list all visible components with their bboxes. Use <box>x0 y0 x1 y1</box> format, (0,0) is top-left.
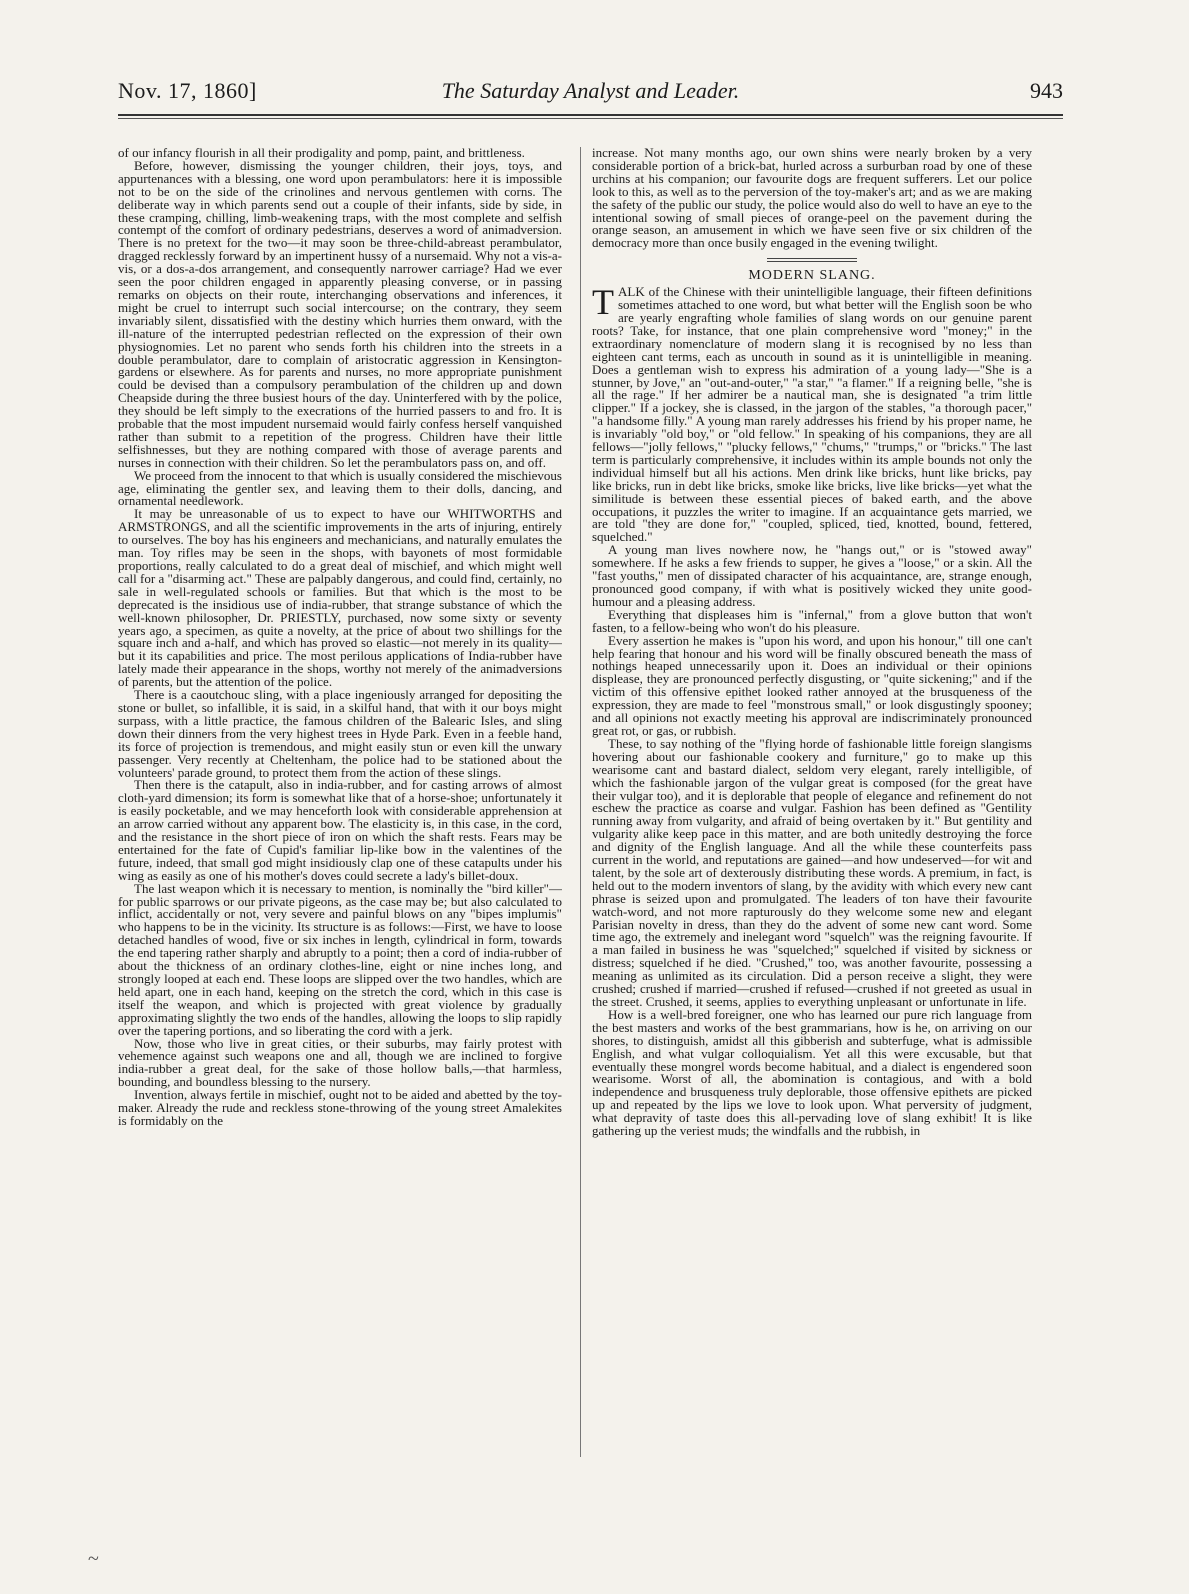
header-rule <box>118 114 1063 116</box>
article-paragraph: increase. Not many months ago, our own shins were nearly broken by a very considerable portion of a brick-bat, hurled across a surburban road by one of these urchins at his companion; our favourite dogs are frequent sufferers. Let our police look to this, as well as to the perversion of the toy-maker's art; and as we are making the safety of the public our study, the police would also do well to have an eye to the intentional sowing of small pieces of orange-peel on the pavement during the orange season, an amusement in which we have seen five or six children of the democracy more than once busily engaged in the evening twilight. <box>592 147 1032 251</box>
article-paragraph: Now, those who live in great cities, or their suburbs, may fairly protest with vehemence against such weapons one and all, though we are inclined to forgive india-rubber a great deal, for the sake of those hollow balls,—that harmless, bounding, and boundless blessing to the nursery. <box>118 1035 562 1090</box>
issue-date: Nov. 17, 1860] <box>118 78 257 103</box>
section-divider <box>767 258 857 262</box>
article-paragraph: Everything that displeases him is "infernal," from a glove button that won't fasten, to a fellow-being who won't do his pleasure. <box>592 606 1032 635</box>
article-paragraph: of our infancy flourish in all their prodigality and pomp, paint, and brittleness. <box>118 147 525 160</box>
article-paragraph: These, to say nothing of the "flying horde of fashionable little foreign slangisms hovering about our fashionable cookery and furniture," go to make up this wearisome cant and bastard dialect, seldom very elegant, rarely intelligible, of which the fashionable jargon of the vulgar great is composed (for the great have their vulgar too), and it is deplorable that people of elegance and refinement do not eschew the practice as coarse and vulgar. Fashion has been defined as "Gentility running away from vulgarity, and afraid of being overtaken by it." But gentility and vulgarity alike keep pace in this matter, and are both unitedly destroying the force and dignity of the English language. And all the while these counterfeits pass current in the world, and reputations are gained—and how undeserved—for wit and talent, by the sole art of dexterously distributing these words. A premium, in fact, is held out to the modern inventors of slang, by the avidity with which every new cant phrase is seized upon and promulgated. The leaders of ton have their favourite watch-word, and not more rapturously do they welcome some new and elegant Parisian novelty in dress, than they do the advent of some new cant word. Some time ago, the extremely and inelegant word "squelch" was the reigning favourite. If a man failed in business he was "squelched;" squelched if visited by sickness or distress; squelched if he died. "Crushed," too, was another favourite, possessing a meaning as unlimited as its circulation. Did a person receive a slight, they were crushed; crushed if married—crushed if refused—crushed if not greeted as usual in the street. Crushed, it seems, applies to everything unpleasant or unfortunate in life. <box>592 735 1032 1009</box>
article-paragraph: How is a well-bred foreigner, one who has learned our pure rich language from the best masters and works of the best grammarians, how is he, on arriving on our shores, to distinguish, amidst all this gibberish and subterfuge, what is admissible English, and what vulgar colloquialism. Yet all this were excusable, but that eventually these mongrel words become habitual, and a dialect is engendered soon wearisome. Worst of all, the abomination is contagious, and with a bold independence and brusqueness truly deplorable, those offensive epithets are picked up and repeated by the lips we love to look upon. What perversity of judgment, what depravity of taste does this all-pervading love of slang exhibit! It is like gathering up the veriest muds; the windfalls and the rubbish, in <box>592 1006 1032 1139</box>
publication-title: The Saturday Analyst and Leader. <box>441 78 740 103</box>
drop-cap: T <box>592 282 614 323</box>
article-paragraph: The last weapon which it is necessary to mention, is nominally the "bird killer"—for public sparrows or our private pigeons, as the case may be; but also calculated to inflict, accidentally or not, very severe and painful blows on any "bipes implumis" who happens to be in the vicinity. Its structure is as follows:—First, we have to loose detached handles of wood, five or six inches in length, cylindrical in form, towards the end tapering rather sharply and abruptly to a point; then a cord of india-rubber of about the thickness of an ordinary clothes-line, eight or nine inches long, and strongly looped at each end. These loops are slipped over the two handles, which are held apart, one in each hand, keeping on the stretch the cord, which in this case is itself the weapon, and which is projected with great violence by gradually approximating slightly the two ends of the handles, allowing the loops to slip rapidly over the tapering portions, and so liberating the cord with a jerk. <box>118 880 562 1038</box>
article-paragraph: We proceed from the innocent to that which is usually considered the mischievous age, eliminating the gentler sex, and leaving them to their dolls, dancing, and ornamental needlework. <box>118 467 562 509</box>
ink-smudge: ~ <box>88 1548 99 1570</box>
section-title: MODERN SLANG. <box>748 268 876 284</box>
article-paragraph: Before, however, dismissing the younger children, their joys, toys, and appurtenances with a blessing, one word upon perambulators: here it is impossible not to be on the side of the crinolines and nervous gentlemen with corns. The deliberate way in which parents send out a couple of their infants, side by side, in these cramping, chilling, limb-weakening traps, with the most complete and selfish contempt of the comfort of ordinary pedestrians, deserves a word of animadversion. There is no pretext for the two—it may soon be three-child-abreast perambulator, dragged recklessly forward by an impertinent hussy of a nursemaid. Why not a vis-a-vis, or a dos-a-dos arrangement, and consequently narrower carriage? Had we ever seen the poor children engaged in apparently pleasing converse, or in passing remarks on objects on their route, interchanging observations and inferences, it might be cruel to interrupt such social intercourse; on the contrary, they seem invariably silent, dissatisfied with the destiny which hurries them onward, with the ill-nature of the interrupted pedestrian reflected on the expression of their own physiognomies. Let no parent who sends forth his children into the streets in a double perambulator, dare to complain of aristocratic aggression in Kensington-gardens or elsewhere. As for parents and nurses, no more appropriate punishment could be devised than a compulsory perambulation of the children up and down Cheapside during the three busiest hours of the day. Uninterfered with by the police, they should be left simply to the execrations of the hurried passers to and fro. It is probable that the most impudent nursemaid would fairly confess herself vanquished rather than submit to a repetition of the progress. Children have their little selfishnesses, but they are nothing compared with those of average parents and nurses in connection with their children. So let the perambulators pass on, and off. <box>118 157 562 470</box>
article-paragraph: Every assertion he makes is "upon his word, and upon his honour," till one can't help fearing that honour and his word will be finally obscured beneath the mass of nothings heaped unnecessarily upon it. Does an individual or their opinions displease, they are pronounced perfectly disgusting, or "quite sickening;" and if the victim of this offensive epithet looked rather annoyed at the brusqueness of the expression, they are made to feel "monstrous small," or look disgustingly spooney; and all opinions not exactly meeting his approval are indiscriminately pronounced great rot, or gas, or rubbish. <box>592 632 1032 738</box>
right-column <box>592 147 1032 1578</box>
article-paragraph: There is a caoutchouc sling, with a place ingeniously arranged for depositing the stone or bullet, so infallible, it is said, in a skilful hand, that with it our boys might surpass, with a little practice, the famous children of the Balearic Isles, and sling down their dinners from the very highest trees in Hyde Park. Even in a feeble hand, its force of projection is tremendous, and might easily stun or even kill the unwary passenger. Very recently at Cheltenham, the police had to be stationed about the volunteers' parade ground, to protect them from the action of these slings. <box>118 687 562 780</box>
column-divider <box>580 147 581 1457</box>
page-number: 943 <box>1030 78 1063 103</box>
left-column <box>118 147 562 1578</box>
article-paragraph: Then there is the catapult, also in india-rubber, and for casting arrows of almost cloth-yard dimension; its form is somewhat like that of a horse-shoe; unfortunately it is easily pocketable, and we may henceforth look with considerable apprehension at an arrow carried without any apparent bow. The elasticity is, in this case, in the cord, and the resistance in the short piece of iron on which the shaft rests. Fears may be entertained for the fate of Cupid's familiar lip-like bow in the valentines of the future, indeed, that small god might insidiously clap one of these catapults under his wing as easily as one of his mother's doves could secrete a lady's billet-doux. <box>118 777 562 883</box>
article-paragraph: It may be unreasonable of us to expect to have our WHITWORTHS and ARMSTRONGS, and all the scientific improvements in the arts of injuring, entirely to ourselves. The boy has his engineers and mechanicians, and naturally emulates the man. Toy rifles may be seen in the shops, with bayonets of most formidable proportions, really calculated to do a great deal of mischief, and which might well call for a "disarming act." These are palpably dangerous, and could find, certainly, no sale in well-regulated schools or families. But that which is the most to be deprecated is the insidious use of india-rubber, that strange substance of which the well-known philosopher, Dr. PRIESTLY, purchased, now some sixty or seventy years ago, a specimen, as quite a novelty, at the price of about two shillings for the square inch and a-half, and which has proved so elastic—not merely in its quality—but it its capabilities and price. The most perilous applications of India-rubber have lately made their appearance in the shops, worthy not merely of the animadversions of parents, but the attention of the police. <box>118 506 562 690</box>
header-rule-thin <box>118 118 1063 119</box>
first-paragraph-text: ALK of the Chinese with their unintelligible language, their fifteen definitions sometimes attached to one word, but what better will the English soon be who are yearly engrafting whole families of slang words on our genuine parent roots? Take, for instance, that one plain comprehensive word "money;" in the extraordinary nomenclature of modern slang it is recognised by no less than eighteen cant terms, each as uncouth in sound as it is unintelligible in meaning. Does a gentleman wish to express his admiration of a young lady—"She is a stunner, by Jove," an "out-and-outer," "a star," "a flamer." If a reigning belle, "she is all the rage." If her admirer be a nautical man, she is designated "a trim little clipper." If a jockey, she is classed, in the jargon of the stables, "a thorough pacer," "a handsome filly." A young man rarely addresses his friend by his proper name, he is invariably "old boy," or "old fellow." In speaking of his companions, they are all fellows—"jolly fellows," "plucky fellows," "chums," "trumps," or "bricks." The last term is particularly comprehensive, it includes within its ample bounds not only the individual himself but all his actions. Men drink like bricks, hunt like bricks, pay like bricks, run in debt like bricks, smoke like bricks, live like bricks—yet what the similitude is between these essential pieces of baked earth, and the above occupations, it puzzles the writer to imagine. If an acquaintance gets married, we are told "they are done for," "coupled, spliced, tied, knotted, bound, fettered, squelched." <box>592 284 1032 545</box>
article-paragraph: A young man lives nowhere now, he "hangs out," or is "stowed away" somewhere. If he asks a few friends to supper, he gives a "loose," or a skin. All the "fast youths," men of dissipated character of his acquaintance, are, strange enough, pronounced good company, if with what is positively wicked they unite good-humour and a pleasing address. <box>592 542 1032 609</box>
article-first-paragraph <box>592 282 1032 545</box>
page-header <box>118 78 1063 110</box>
article-paragraph: Invention, always fertile in mischief, ought not to be aided and abetted by the toy-maker. Already the rude and reckless stone-throwing of the young street Amalekites is formidably on the <box>118 1087 562 1128</box>
